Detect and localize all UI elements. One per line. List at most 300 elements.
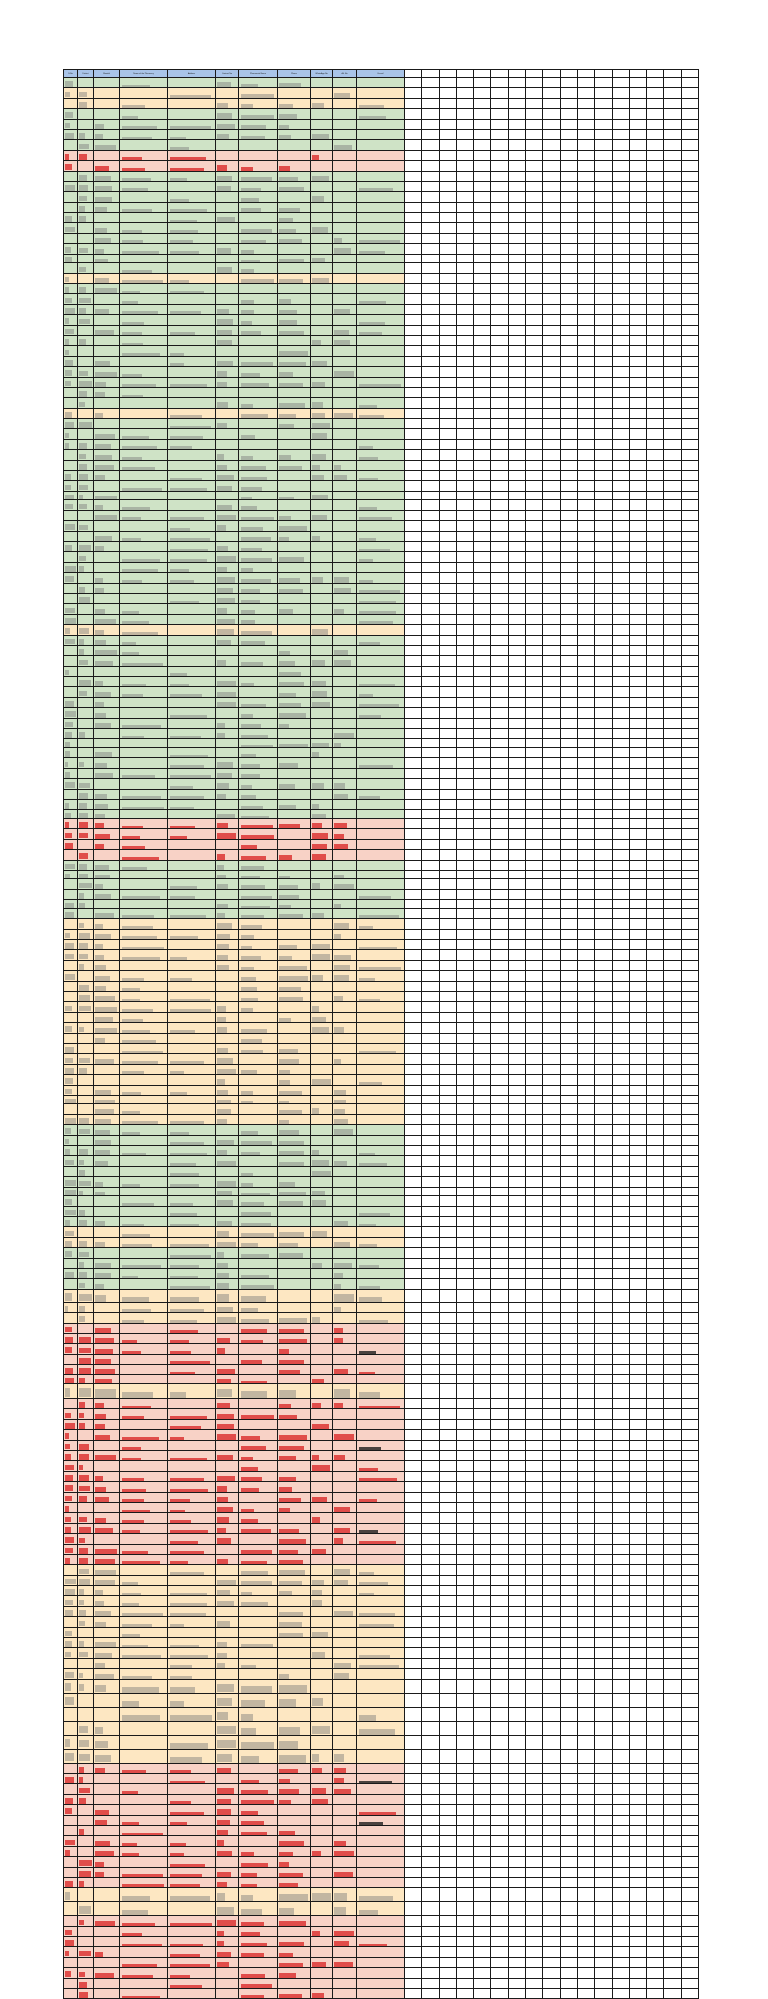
empty-cell[interactable] [474,119,491,129]
empty-cell[interactable] [647,521,664,531]
empty-cell[interactable] [508,718,525,728]
table-cell[interactable] [78,419,94,429]
empty-cell[interactable] [422,202,439,212]
empty-cell[interactable] [543,860,560,870]
table-cell[interactable] [278,140,311,150]
empty-cell[interactable] [664,1156,681,1166]
empty-cell[interactable] [629,687,646,697]
empty-cell[interactable] [491,1492,508,1502]
table-cell[interactable] [94,1227,120,1237]
table-cell[interactable] [120,779,168,789]
empty-cell[interactable] [647,573,664,583]
table-cell[interactable] [239,1482,278,1492]
empty-cell[interactable] [526,1156,543,1166]
empty-cell[interactable] [577,583,594,593]
empty-cell[interactable] [526,929,543,939]
table-cell[interactable] [216,1258,239,1268]
table-cell[interactable] [278,860,311,870]
table-cell[interactable] [239,1187,278,1196]
table-cell[interactable] [357,1409,405,1419]
table-cell[interactable] [278,98,311,108]
table-cell[interactable] [168,1461,216,1471]
empty-cell[interactable] [474,471,491,481]
empty-cell[interactable] [422,346,439,356]
empty-cell[interactable] [405,929,422,939]
table-cell[interactable] [239,408,278,418]
table-cell[interactable] [278,1156,311,1166]
table-cell[interactable] [278,908,311,918]
empty-cell[interactable] [612,1289,629,1302]
table-cell[interactable] [78,294,94,304]
table-cell[interactable] [357,573,405,583]
table-cell[interactable] [357,521,405,531]
empty-cell[interactable] [560,531,577,541]
table-cell[interactable] [64,1333,78,1343]
empty-cell[interactable] [612,562,629,572]
table-cell[interactable] [94,971,120,981]
empty-cell[interactable] [681,1365,698,1375]
table-cell[interactable] [216,729,239,739]
empty-cell[interactable] [526,860,543,870]
table-cell[interactable] [64,1177,78,1187]
empty-cell[interactable] [491,335,508,345]
table-cell[interactable] [278,481,311,491]
empty-cell[interactable] [474,1409,491,1419]
empty-cell[interactable] [681,531,698,541]
table-cell[interactable] [78,625,94,635]
empty-cell[interactable] [456,181,473,191]
table-cell[interactable] [120,213,168,223]
empty-cell[interactable] [629,450,646,460]
table-cell[interactable] [120,1177,168,1187]
empty-cell[interactable] [439,1216,456,1226]
table-cell[interactable] [333,687,357,697]
empty-cell[interactable] [491,202,508,212]
empty-cell[interactable] [405,335,422,345]
empty-cell[interactable] [543,758,560,768]
table-cell[interactable] [64,718,78,728]
empty-cell[interactable] [543,140,560,150]
empty-cell[interactable] [439,244,456,254]
table-cell[interactable] [94,839,120,849]
table-cell[interactable] [333,1187,357,1196]
empty-cell[interactable] [422,1177,439,1187]
empty-cell[interactable] [508,870,525,879]
table-cell[interactable] [278,356,311,366]
empty-cell[interactable] [629,1333,646,1343]
empty-cell[interactable] [508,1085,525,1095]
empty-cell[interactable] [612,1344,629,1354]
table-cell[interactable] [333,325,357,335]
empty-cell[interactable] [439,254,456,263]
empty-cell[interactable] [577,1323,594,1333]
empty-cell[interactable] [595,562,612,572]
empty-cell[interactable] [491,1095,508,1104]
empty-cell[interactable] [422,1354,439,1364]
empty-cell[interactable] [491,708,508,718]
table-cell[interactable] [278,1375,311,1384]
empty-cell[interactable] [491,500,508,510]
empty-cell[interactable] [629,768,646,778]
table-cell[interactable] [239,284,278,294]
table-cell[interactable] [78,1227,94,1237]
table-cell[interactable] [357,708,405,718]
table-cell[interactable] [78,1399,94,1409]
empty-cell[interactable] [456,408,473,418]
empty-cell[interactable] [422,450,439,460]
empty-cell[interactable] [595,1289,612,1302]
empty-cell[interactable] [456,471,473,481]
empty-cell[interactable] [439,150,456,160]
empty-cell[interactable] [491,192,508,202]
table-cell[interactable] [333,604,357,614]
table-cell[interactable] [216,439,239,449]
empty-cell[interactable] [647,140,664,150]
table-cell[interactable] [168,109,216,119]
empty-cell[interactable] [560,908,577,918]
empty-cell[interactable] [543,408,560,418]
empty-cell[interactable] [629,950,646,960]
table-cell[interactable] [357,1146,405,1156]
empty-cell[interactable] [560,1114,577,1124]
table-cell[interactable] [333,1440,357,1450]
empty-cell[interactable] [439,1279,456,1289]
empty-cell[interactable] [474,531,491,541]
empty-cell[interactable] [647,960,664,970]
empty-cell[interactable] [560,748,577,758]
empty-cell[interactable] [474,367,491,377]
empty-cell[interactable] [474,656,491,666]
empty-cell[interactable] [664,818,681,828]
empty-cell[interactable] [560,1146,577,1156]
empty-cell[interactable] [629,304,646,314]
table-cell[interactable] [168,1482,216,1492]
empty-cell[interactable] [577,1289,594,1302]
empty-cell[interactable] [612,1375,629,1384]
table-cell[interactable] [278,1268,311,1278]
table-cell[interactable] [120,739,168,748]
table-cell[interactable] [357,439,405,449]
table-cell[interactable] [94,656,120,666]
empty-cell[interactable] [560,1054,577,1064]
empty-cell[interactable] [612,729,629,739]
table-cell[interactable] [64,810,78,819]
empty-cell[interactable] [681,1482,698,1492]
empty-cell[interactable] [664,779,681,789]
table-cell[interactable] [278,273,311,283]
table-cell[interactable] [333,387,357,397]
table-cell[interactable] [333,729,357,739]
empty-cell[interactable] [647,98,664,108]
empty-cell[interactable] [491,119,508,129]
table-cell[interactable] [333,223,357,233]
empty-cell[interactable] [577,1206,594,1216]
table-cell[interactable] [64,583,78,593]
table-cell[interactable] [278,870,311,879]
empty-cell[interactable] [543,1354,560,1364]
empty-cell[interactable] [595,1023,612,1033]
column-header[interactable]: E-mail [357,70,405,78]
empty-cell[interactable] [474,818,491,828]
empty-cell[interactable] [439,233,456,243]
empty-cell[interactable] [612,335,629,345]
empty-cell[interactable] [422,839,439,849]
empty-cell[interactable] [474,779,491,789]
empty-cell[interactable] [422,119,439,129]
empty-cell[interactable] [405,583,422,593]
table-cell[interactable] [239,129,278,139]
table-cell[interactable] [64,213,78,223]
empty-cell[interactable] [595,614,612,624]
empty-cell[interactable] [422,1187,439,1196]
empty-cell[interactable] [474,614,491,624]
table-cell[interactable] [216,940,239,950]
empty-cell[interactable] [647,1033,664,1043]
empty-cell[interactable] [508,708,525,718]
empty-cell[interactable] [681,1206,698,1216]
table-cell[interactable] [239,429,278,439]
empty-cell[interactable] [491,181,508,191]
table-cell[interactable] [94,387,120,397]
table-cell[interactable] [120,573,168,583]
empty-cell[interactable] [681,284,698,294]
table-cell[interactable] [333,1095,357,1104]
table-cell[interactable] [311,1344,333,1354]
empty-cell[interactable] [543,1248,560,1258]
empty-cell[interactable] [526,950,543,960]
empty-cell[interactable] [595,1333,612,1343]
table-cell[interactable] [120,1333,168,1343]
empty-cell[interactable] [474,408,491,418]
table-cell[interactable] [168,697,216,707]
empty-cell[interactable] [560,779,577,789]
table-cell[interactable] [120,367,168,377]
empty-cell[interactable] [560,758,577,768]
table-cell[interactable] [333,818,357,828]
table-cell[interactable] [278,1430,311,1440]
table-cell[interactable] [64,1375,78,1384]
empty-cell[interactable] [577,1384,594,1399]
table-cell[interactable] [94,1482,120,1492]
table-cell[interactable] [239,991,278,1001]
table-cell[interactable] [311,860,333,870]
table-cell[interactable] [78,1268,94,1278]
table-cell[interactable] [357,335,405,345]
empty-cell[interactable] [474,140,491,150]
table-cell[interactable] [120,677,168,687]
empty-cell[interactable] [629,202,646,212]
empty-cell[interactable] [405,889,422,899]
empty-cell[interactable] [543,315,560,325]
table-cell[interactable] [239,491,278,500]
empty-cell[interactable] [439,325,456,335]
empty-cell[interactable] [629,960,646,970]
table-cell[interactable] [216,510,239,520]
empty-cell[interactable] [474,635,491,645]
table-cell[interactable] [333,294,357,304]
empty-cell[interactable] [647,1365,664,1375]
table-cell[interactable] [333,1075,357,1085]
table-cell[interactable] [357,810,405,819]
empty-cell[interactable] [508,677,525,687]
table-cell[interactable] [78,1354,94,1364]
table-cell[interactable] [216,1075,239,1085]
table-cell[interactable] [357,202,405,212]
table-cell[interactable] [168,510,216,520]
table-cell[interactable] [168,718,216,728]
empty-cell[interactable] [474,583,491,593]
table-cell[interactable] [78,460,94,470]
empty-cell[interactable] [508,377,525,387]
empty-cell[interactable] [474,971,491,981]
empty-cell[interactable] [543,471,560,481]
empty-cell[interactable] [491,78,508,88]
table-cell[interactable] [357,829,405,839]
table-cell[interactable] [311,541,333,551]
empty-cell[interactable] [422,315,439,325]
table-cell[interactable] [311,552,333,562]
table-cell[interactable] [333,192,357,202]
empty-cell[interactable] [474,1482,491,1492]
empty-cell[interactable] [456,325,473,335]
table-cell[interactable] [333,531,357,541]
table-cell[interactable] [216,991,239,1001]
table-cell[interactable] [168,1146,216,1156]
empty-cell[interactable] [629,78,646,88]
empty-cell[interactable] [422,263,439,273]
empty-cell[interactable] [422,929,439,939]
table-cell[interactable] [239,460,278,470]
empty-cell[interactable] [577,1227,594,1237]
table-cell[interactable] [357,1313,405,1323]
table-cell[interactable] [357,1002,405,1012]
table-cell[interactable] [239,531,278,541]
empty-cell[interactable] [560,1440,577,1450]
empty-cell[interactable] [577,1471,594,1481]
empty-cell[interactable] [577,88,594,98]
table-cell[interactable] [120,521,168,531]
table-cell[interactable] [311,625,333,635]
table-cell[interactable] [120,818,168,828]
table-cell[interactable] [239,213,278,223]
empty-cell[interactable] [664,304,681,314]
table-cell[interactable] [278,971,311,981]
empty-cell[interactable] [439,1492,456,1502]
empty-cell[interactable] [647,779,664,789]
empty-cell[interactable] [474,768,491,778]
table-cell[interactable] [120,161,168,171]
empty-cell[interactable] [456,161,473,171]
table-cell[interactable] [239,604,278,614]
table-cell[interactable] [168,850,216,860]
empty-cell[interactable] [526,1104,543,1114]
table-cell[interactable] [120,1302,168,1312]
table-cell[interactable] [168,223,216,233]
table-cell[interactable] [78,593,94,603]
table-cell[interactable] [120,583,168,593]
empty-cell[interactable] [543,119,560,129]
empty-cell[interactable] [422,325,439,335]
empty-cell[interactable] [595,1054,612,1064]
empty-cell[interactable] [508,950,525,960]
empty-cell[interactable] [629,729,646,739]
table-cell[interactable] [216,656,239,666]
empty-cell[interactable] [405,573,422,583]
empty-cell[interactable] [664,1033,681,1043]
empty-cell[interactable] [577,254,594,263]
empty-cell[interactable] [439,1333,456,1343]
empty-cell[interactable] [612,1064,629,1074]
empty-cell[interactable] [681,273,698,283]
table-cell[interactable] [278,810,311,819]
empty-cell[interactable] [405,192,422,202]
empty-cell[interactable] [543,1289,560,1302]
empty-cell[interactable] [647,1216,664,1226]
table-cell[interactable] [216,377,239,387]
empty-cell[interactable] [526,758,543,768]
empty-cell[interactable] [664,677,681,687]
empty-cell[interactable] [560,971,577,981]
table-cell[interactable] [216,1471,239,1481]
empty-cell[interactable] [664,850,681,860]
empty-cell[interactable] [560,70,577,78]
empty-cell[interactable] [681,109,698,119]
table-cell[interactable] [78,1237,94,1247]
empty-cell[interactable] [405,1012,422,1022]
table-cell[interactable] [239,377,278,387]
empty-cell[interactable] [526,799,543,809]
table-cell[interactable] [333,971,357,981]
table-cell[interactable] [168,171,216,181]
table-cell[interactable] [278,1399,311,1409]
empty-cell[interactable] [664,387,681,397]
table-cell[interactable] [78,1409,94,1419]
table-cell[interactable] [278,387,311,397]
empty-cell[interactable] [491,1104,508,1114]
empty-cell[interactable] [543,1114,560,1124]
empty-cell[interactable] [664,870,681,879]
table-cell[interactable] [357,450,405,460]
empty-cell[interactable] [456,223,473,233]
empty-cell[interactable] [405,325,422,335]
empty-cell[interactable] [474,1399,491,1409]
table-cell[interactable] [311,1125,333,1135]
empty-cell[interactable] [543,150,560,160]
empty-cell[interactable] [491,818,508,828]
empty-cell[interactable] [456,304,473,314]
empty-cell[interactable] [629,460,646,470]
table-cell[interactable] [64,1344,78,1354]
empty-cell[interactable] [491,1258,508,1268]
empty-cell[interactable] [526,202,543,212]
empty-cell[interactable] [422,573,439,583]
empty-cell[interactable] [647,1206,664,1216]
table-cell[interactable] [94,541,120,551]
table-cell[interactable] [168,1419,216,1429]
empty-cell[interactable] [681,1187,698,1196]
table-cell[interactable] [357,263,405,273]
table-cell[interactable] [168,213,216,223]
empty-cell[interactable] [405,729,422,739]
empty-cell[interactable] [422,645,439,655]
empty-cell[interactable] [647,635,664,645]
table-cell[interactable] [239,419,278,429]
empty-cell[interactable] [595,889,612,899]
empty-cell[interactable] [681,119,698,129]
empty-cell[interactable] [474,1085,491,1095]
table-cell[interactable] [311,919,333,929]
empty-cell[interactable] [526,315,543,325]
